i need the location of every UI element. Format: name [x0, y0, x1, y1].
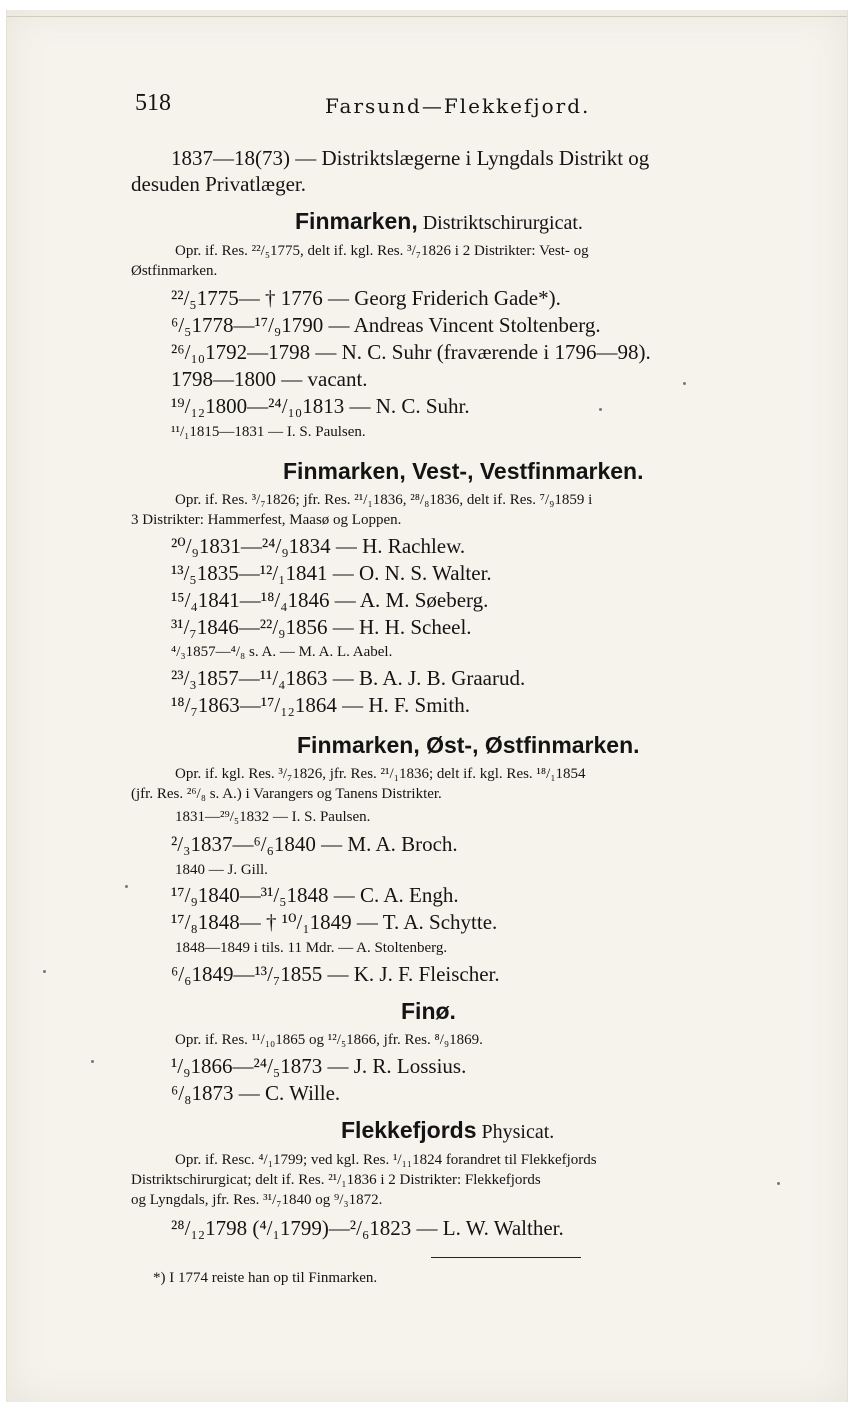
list-item: ¹¹/₁1815—1831 — I. S. Paulsen.	[171, 424, 366, 440]
section-heading-vestfinmarken: Finmarken, Vest-, Vestfinmarken.	[283, 458, 644, 484]
heading-bold: Finmarken,	[295, 208, 418, 234]
section2-note-2: 3 Distrikter: Hammerfest, Maasø og Loppen.	[131, 512, 402, 528]
list-item: ²/₃1837—⁶/₆1840 — M. A. Broch.	[171, 832, 458, 856]
list-item: ¹⁵/₄1841—¹⁸/₄1846 — A. M. Søeberg.	[171, 588, 489, 612]
heading-rest: Physicat.	[476, 1121, 555, 1143]
section-heading-flekkefjords	[341, 1117, 554, 1144]
section5-note-3: og Lyngdals, jfr. Res. ³¹/₇1840 og ⁹/₃1872.	[131, 1192, 383, 1208]
list-item: ³¹/₇1846—²²/₉1856 — H. H. Scheel.	[171, 615, 472, 639]
section4-note-1: Opr. if. Res. ¹¹/₁₀1865 og ¹²/₅1866, jfr. Res. ⁸/₉1869.	[175, 1032, 483, 1048]
section-heading-distriktschirurgicat	[295, 208, 583, 235]
list-item: 1840 — J. Gill.	[175, 862, 268, 878]
list-item: ⁴/₃1857—⁴/₈ s. A. — M. A. L. Aabel.	[171, 644, 393, 660]
list-item: ²²/₅1775— † 1776 — Georg Friderich Gade*).	[171, 286, 561, 310]
list-item: 1848—1849 i tils. 11 Mdr. — A. Stoltenberg.	[175, 940, 448, 956]
section1-note-2: Østfinmarken.	[131, 263, 218, 279]
footnote-divider	[431, 1257, 581, 1258]
paper-speck	[125, 885, 128, 888]
section2-note-1: Opr. if. Res. ³/₇1826; jfr. Res. ²¹/₁1836, ²⁸/₈1836, delt if. Res. ⁷/₉1859 i	[175, 492, 593, 508]
heading-rest: Distriktschirurgicat.	[417, 212, 583, 234]
paper-speck	[599, 408, 602, 411]
paper-speck	[777, 1182, 780, 1185]
paper-speck	[683, 382, 686, 385]
heading-bold: Flekkefjords	[341, 1117, 477, 1143]
intro-line-1: 1837—18(73) — Distriktslægerne i Lyngdals Distrikt og	[171, 146, 650, 170]
page-sheet	[6, 10, 848, 1402]
list-item: ¹⁹/₁₂1800—²⁴/₁₀1813 — N. C. Suhr.	[171, 394, 470, 418]
top-edge	[7, 16, 847, 17]
paper-speck	[43, 970, 46, 973]
list-item: ¹/₉1866—²⁴/₅1873 — J. R. Lossius.	[171, 1054, 467, 1078]
paper-speck	[91, 1060, 94, 1063]
list-item: ⁶/₈1873 — C. Wille.	[171, 1081, 341, 1105]
list-item: ¹³/₅1835—¹²/₁1841 — O. N. S. Walter.	[171, 561, 492, 585]
section-heading-ostfinmarken: Finmarken, Øst-, Østfinmarken.	[297, 732, 640, 758]
list-item: 1798—1800 — vacant.	[171, 367, 368, 391]
list-item: ²⁰/₉1831—²⁴/₉1834 — H. Rachlew.	[171, 534, 466, 558]
list-item: ²³/₃1857—¹¹/₄1863 — B. A. J. B. Graarud.	[171, 666, 526, 690]
page-number: 518	[135, 90, 171, 116]
list-item: ⁶/₅1778—¹⁷/₉1790 — Andreas Vincent Stoltenberg.	[171, 313, 601, 337]
intro-line-2: desuden Privatlæger.	[131, 172, 306, 196]
section1-note-1: Opr. if. Res. ²²/₅1775, delt if. kgl. Res. ³/₇1826 i 2 Distrikter: Vest- og	[175, 243, 589, 259]
list-item: ¹⁷/₉1840—³¹/₅1848 — C. A. Engh.	[171, 883, 459, 907]
section5-note-2: Distriktschirurgicat; delt if. Res. ²¹/₁1836 i 2 Distrikter: Flekkefjords	[131, 1172, 541, 1188]
list-item: 1831—²⁹/₅1832 — I. S. Paulsen.	[175, 809, 371, 825]
list-item: ²⁸/₁₂1798 (⁴/₁1799)—²/₆1823 — L. W. Walther.	[171, 1216, 564, 1240]
running-head: Farsund—Flekkefjord.	[325, 94, 591, 118]
list-item: ²⁶/₁₀1792—1798 — N. C. Suhr (fraværende i 1796—98).	[171, 340, 651, 364]
footnote: *) I 1774 reiste han op til Finmarken.	[153, 1270, 378, 1286]
list-item: ¹⁷/₈1848— † ¹⁰/₁1849 — T. A. Schytte.	[171, 910, 498, 934]
list-item: ⁶/₆1849—¹³/₇1855 — K. J. F. Fleischer.	[171, 962, 500, 986]
list-item: ¹⁸/₇1863—¹⁷/₁₂1864 — H. F. Smith.	[171, 693, 470, 717]
section-heading-fino: Finø.	[401, 998, 456, 1024]
section3-note-2: (jfr. Res. ²⁶/₈ s. A.) i Varangers og Tanens Distrikter.	[131, 786, 442, 802]
section3-note-1: Opr. if. kgl. Res. ³/₇1826, jfr. Res. ²¹/₁1836; delt if. kgl. Res. ¹⁸/₁1854	[175, 766, 586, 782]
section5-note-1: Opr. if. Resc. ⁴/₁1799; ved kgl. Res. ¹/₁₁1824 forandret til Flekkefjords	[175, 1152, 597, 1168]
